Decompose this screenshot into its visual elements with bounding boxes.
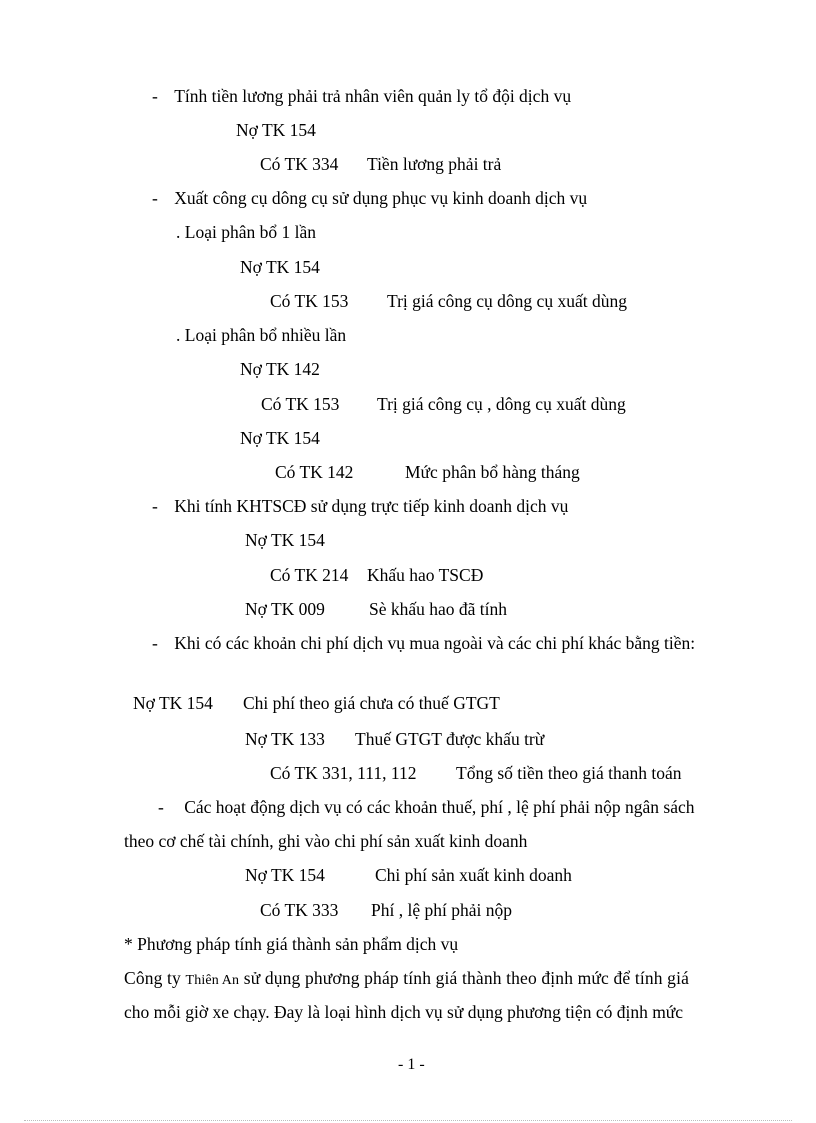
paragraph-line: theo cơ chế tài chính, ghi vào chi phí sản xuất kinh doanh [124, 831, 528, 851]
entry-description: Trị giá công cụ , dông cụ xuất dùng [377, 394, 626, 414]
bullet-line [152, 633, 695, 653]
debit-account: Nợ TK 154 [133, 693, 213, 713]
entry-description: Trị giá công cụ dông cụ xuất dùng [387, 291, 627, 311]
paragraph-line: cho mỗi giờ xe chạy. Đay là loại hình dịch vụ sử dụng phương tiện có định mức [124, 1002, 684, 1022]
line-text: Xuất công cụ dông cụ sử dụng phục vụ kinh doanh dịch vụ [174, 188, 588, 208]
debit-entry: Nợ TK 142 [240, 359, 320, 379]
credit-account: Có TK 331, 111, 112 [270, 763, 417, 783]
entry-description: Thuế GTGT được khấu trừ [355, 729, 545, 749]
bullet-line [152, 188, 587, 208]
line-text: Tính tiền lương phải trả nhân viên quản ly tổ đội dịch vụ [174, 86, 572, 106]
debit-account: Nợ TK 009 [245, 599, 325, 619]
bullet-marker: - [152, 86, 158, 106]
entry-description: Chi phí theo giá chưa có thuế GTGT [243, 693, 500, 713]
bullet-line [152, 86, 571, 106]
entry-description: Sè khấu hao đã tính [369, 599, 508, 619]
credit-account: Có TK 334 [260, 154, 339, 174]
debit-entry: Nợ TK 154 [236, 120, 316, 140]
entry-description: Chi phí sản xuất kinh doanh [375, 865, 572, 885]
bullet-line [158, 797, 694, 817]
page-number: - 1 - [398, 1056, 425, 1073]
bullet-marker: - [152, 496, 158, 516]
sub-item: . Loại phân bổ 1 lần [176, 222, 316, 242]
page-divider [24, 1120, 792, 1121]
line-text: Khi tính KHTSCĐ sử dụng trực tiếp kinh doanh dịch vụ [174, 496, 569, 516]
credit-account: Có TK 214 [270, 565, 349, 585]
entry-description: Khấu hao TSCĐ [367, 565, 484, 585]
bullet-marker: - [158, 797, 164, 817]
sub-item: . Loại phân bổ nhiều lần [176, 325, 347, 345]
bullet-marker: - [152, 633, 158, 653]
section-heading: * Phương pháp tính giá thành sản phẩm dịch vụ [124, 934, 459, 954]
entry-description: Phí , lệ phí phải nộp [371, 900, 512, 920]
bullet-line [152, 496, 568, 516]
bullet-marker: - [152, 188, 158, 208]
credit-account: Có TK 333 [260, 900, 339, 920]
debit-entry: Nợ TK 154 [240, 428, 320, 448]
credit-account: Có TK 153 [261, 394, 340, 414]
line-text: sử dụng phương pháp tính giá thành theo định mức để tính giá [243, 968, 689, 988]
line-text: Các hoạt động dịch vụ có các khoản thuế, phí , lệ phí phải nộp ngân sách [184, 797, 695, 817]
entry-description: Tiền lương phải trả [367, 154, 502, 174]
company-name: Thiên An [185, 973, 240, 988]
debit-entry: Nợ TK 154 [245, 530, 325, 550]
credit-account: Có TK 153 [270, 291, 349, 311]
paragraph-line [124, 968, 689, 991]
line-text: Khi có các khoản chi phí dịch vụ mua ngoài và các chi phí khác bằng tiền: [174, 633, 696, 653]
line-text: Công ty [124, 968, 181, 988]
debit-entry: Nợ TK 154 [240, 257, 320, 277]
entry-description: Tổng số tiền theo giá thanh toán [456, 763, 682, 783]
debit-account: Nợ TK 154 [245, 865, 325, 885]
debit-account: Nợ TK 133 [245, 729, 325, 749]
entry-description: Mức phân bổ hàng tháng [405, 462, 580, 482]
credit-account: Có TK 142 [275, 462, 354, 482]
